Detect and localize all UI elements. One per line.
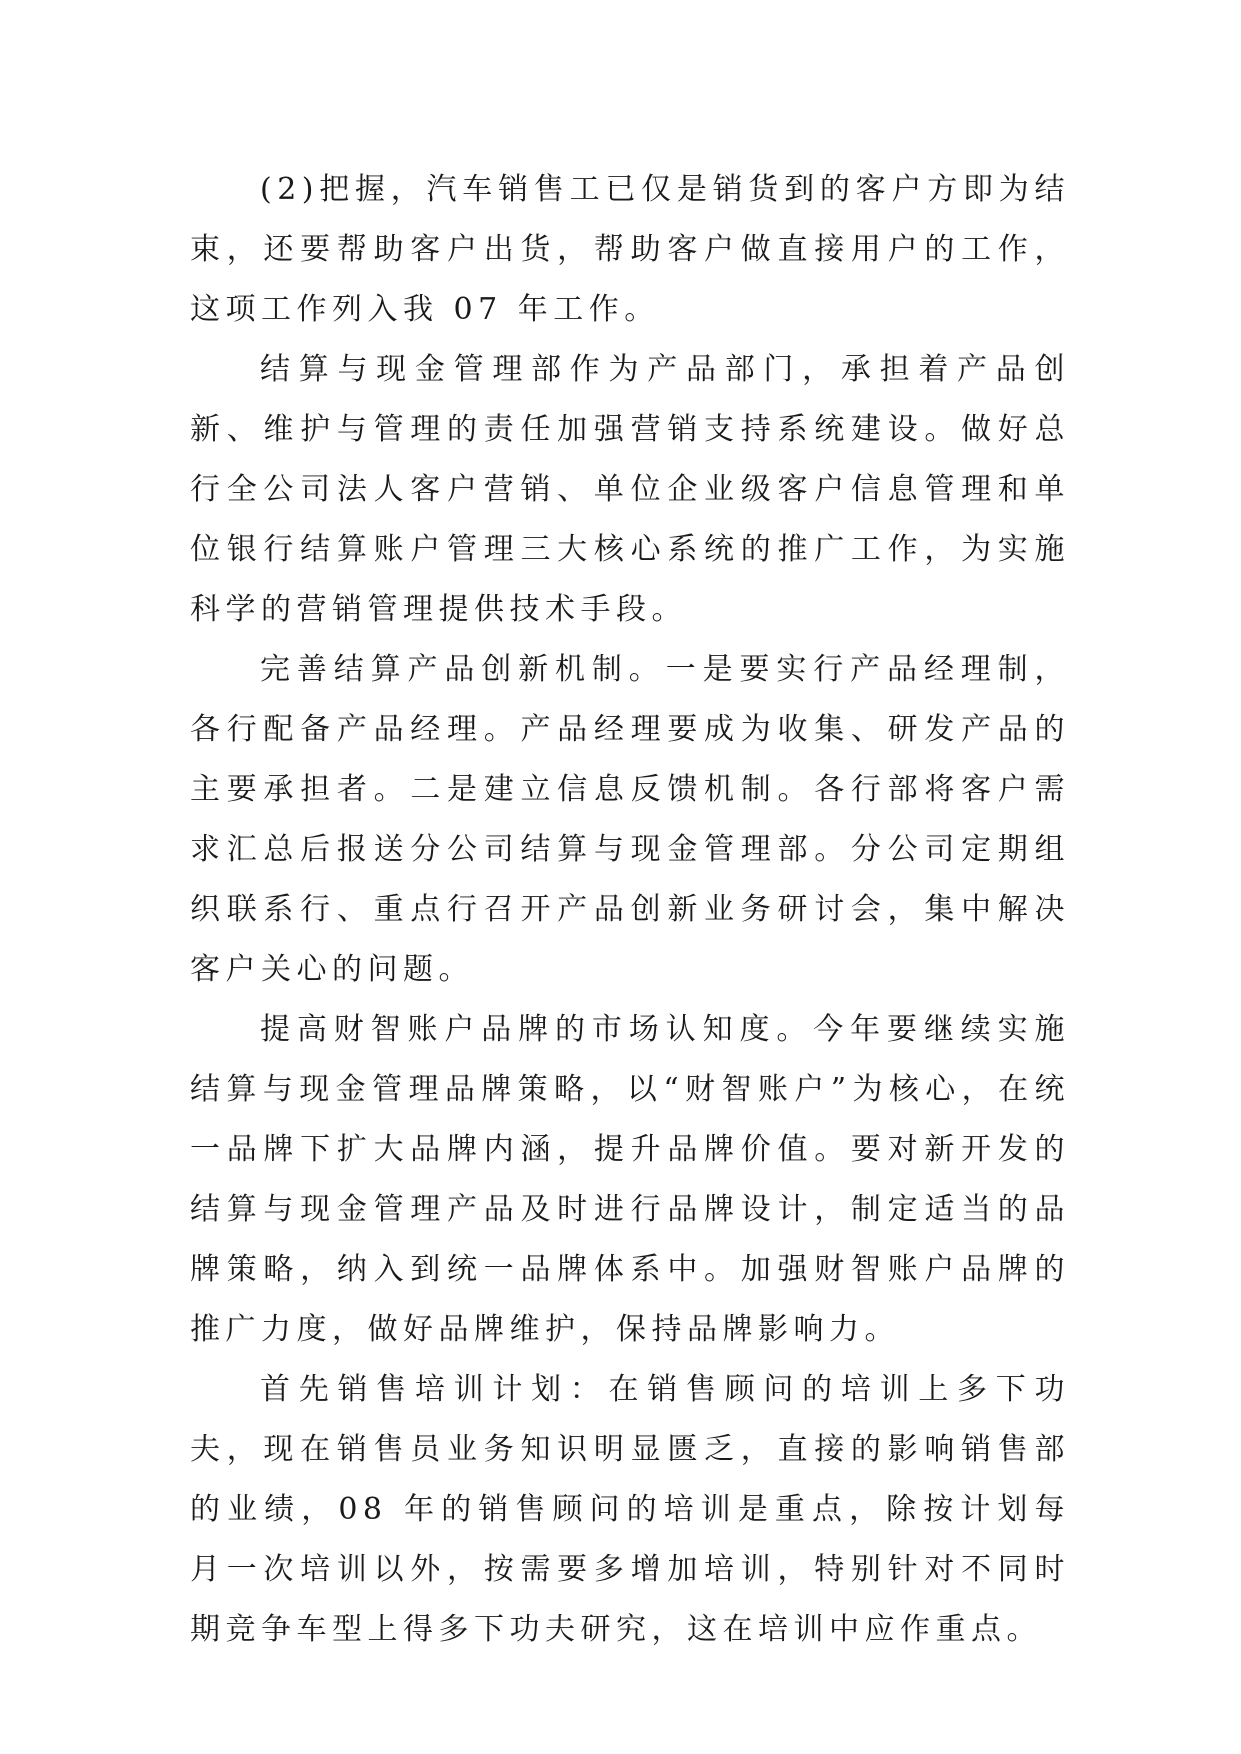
document-body	[190, 160, 1070, 1660]
paragraph-brand-awareness: 提高财智账户品牌的市场认知度。今年要继续实施结算与现金管理品牌策略，以“财智账户”为核心，在统一品牌下扩大品牌内涵，提升品牌价值。要对新开发的结算与现金管理产品及时进行品牌设计，制定适当的品牌策略，纳入到统一品牌体系中。加强财智账户品牌的推广力度，做好品牌维护，保持品牌影响力。	[190, 1012, 1070, 1347]
paragraph-sales-followup: (2)把握，汽车销售工已仅是销货到的客户方即为结束，还要帮助客户出货，帮助客户做直接用户的工作，这项工作列入我 07 年工作。	[190, 172, 1070, 327]
paragraph-settlement-department: 结算与现金管理部作为产品部门，承担着产品创新、维护与管理的责任加强营销支持系统建设。做好总行全公司法人客户营销、单位企业级客户信息管理和单位银行结算账户管理三大核心系统的推广工作，为实施科学的营销管理提供技术手段。	[190, 352, 1070, 627]
paragraph-product-innovation: 完善结算产品创新机制。一是要实行产品经理制，各行配备产品经理。产品经理要成为收集、研发产品的主要承担者。二是建立信息反馈机制。各行部将客户需求汇总后报送分公司结算与现金管理部。分公司定期组织联系行、重点行召开产品创新业务研讨会，集中解决客户关心的问题。	[190, 652, 1070, 987]
paragraph-sales-training: 首先销售培训计划：在销售顾问的培训上多下功夫，现在销售员业务知识明显匮乏，直接的影响销售部的业绩，08 年的销售顾问的培训是重点，除按计划每月一次培训以外，按需要多增加培训，特别针对不同时期竞争车型上得多下功夫研究，这在培训中应作重点。	[190, 1372, 1070, 1647]
